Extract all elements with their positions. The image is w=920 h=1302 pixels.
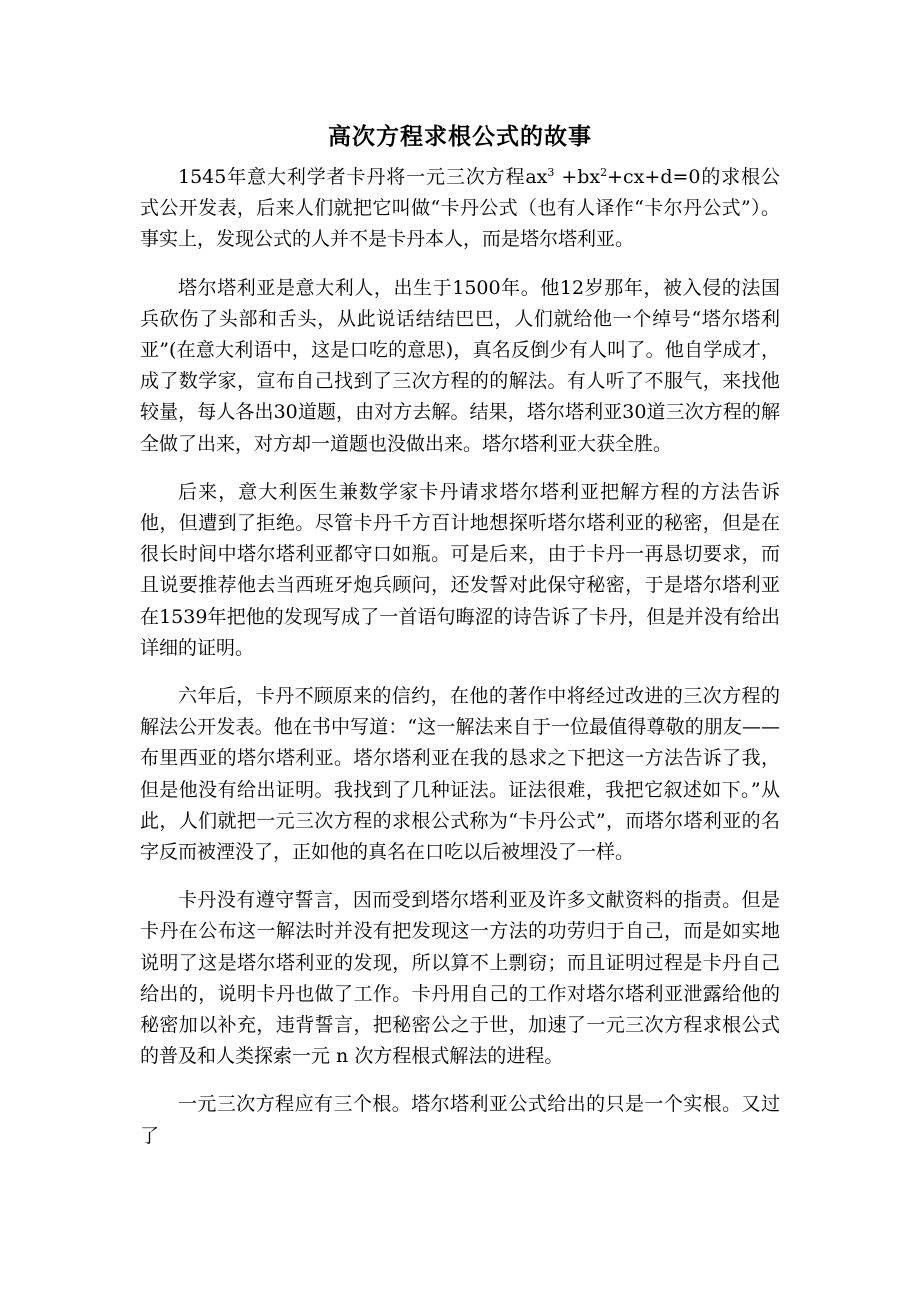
paragraph-1 [140,162,780,256]
cubic-exponent: 3 [547,166,555,179]
paragraph-6: 一元三次方程应有三个根。塔尔塔利亚公式给出的只是一个实根。又过了 [140,1093,780,1147]
document-title: 高次方程求根公式的故事 [328,123,592,150]
paragraph-3: 后来，意大利医生兼数学家卡丹请求塔尔塔利亚把解方程的方法告诉他，但遭到了拒绝。尽管卡丹千方百计地想探听塔尔塔利亚的秘密，但是在很长时间中塔尔塔利亚都守口如瓶。可是后来，由于卡丹一再恳切要求，而且说要推荐他去当西班牙炮兵顾问，还发誓对此保守秘密，于是塔尔塔利亚在1539年把他的发现写成了一首语句晦涩的诗告诉了卡丹，但是并没有给出详细的证明。 [140,480,780,659]
paragraph-1-text-e: +cx+d=0的求根公式公开发表，后来人们就把它叫做“卡丹公式（也有人译作“卡尔丹公式”）。事实上，发现公式的人并不是卡丹本人，而是塔尔塔利亚。 [140,166,780,251]
paragraph-1-text-a: 1545年意大利学者卡丹将一元三次方程ax [178,166,548,188]
square-exponent: 2 [600,166,608,179]
document-body [140,162,780,1169]
paragraph-1-text-c: +bx [554,166,601,188]
paragraph-5: 卡丹没有遵守誓言，因而受到塔尔塔利亚及许多文献资料的指责。但是卡丹在公布这一解法时并没有把发现这一方法的功劳归于自己，而是如实地说明了这是塔尔塔利亚的发现，所以算不上剽窃；而且证明过程是卡丹自己给出的，说明卡丹也做了工作。卡丹用自己的工作对塔尔塔利亚泄露给他的秘密加以补充，违背誓言，把秘密公之于世，加速了一元三次方程求根公式的普及和人类探索一元 n 次方程根式解法的进程。 [140,889,780,1068]
paragraph-4: 六年后，卡丹不顾原来的信约，在他的著作中将经过改进的三次方程的解法公开发表。他在书中写道：“这一解法来自于一位最值得尊敬的朋友——布里西亚的塔尔塔利亚。塔尔塔利亚在我的恳求之下把这一方法告诉了我，但是他没有给出证明。我找到了几种证法。证法很难，我把它叙述如下。”从此，人们就把一元三次方程的求根公式称为“卡丹公式”，而塔尔塔利亚的名字反而被湮没了，正如他的真名在口吃以后被埋没了一样。 [140,685,780,864]
paragraph-2: 塔尔塔利亚是意大利人，出生于1500年。他12岁那年，被入侵的法国兵砍伤了头部和舌头，从此说话结结巴巴，人们就给他一个绰号“塔尔塔利亚”(在意大利语中，这是口吃的意思)，真名反倒少有人叫了。他自学成才，成了数学家，宣布自己找到了三次方程的的解法。有人听了不服气，来找他较量，每人各出30道题，由对方去解。结果，塔尔塔利亚30道三次方程的解全做了出来，对方却一道题也没做出来。塔尔塔利亚大获全胜。 [140,276,780,455]
